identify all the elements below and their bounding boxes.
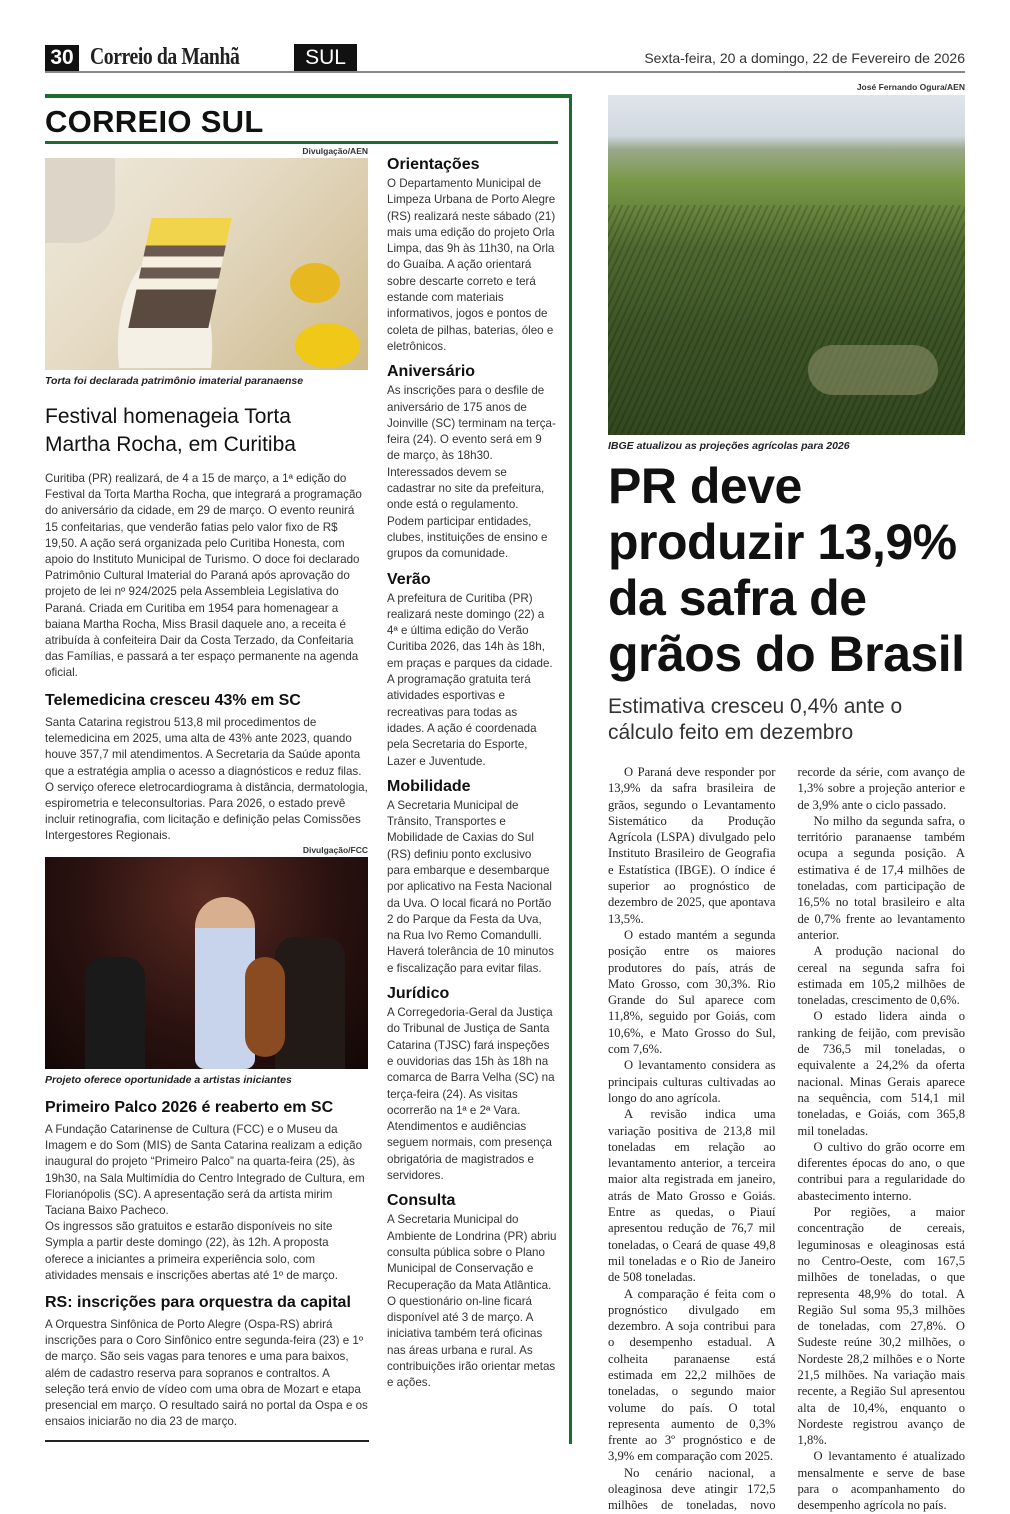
page-number: 30 <box>45 45 79 71</box>
paragraph: No milho da segunda safra, o território paranaense também ocupa a segunda posição. A estimativa é de 17,4 milhões de toneladas, com participação de 16,5% no total brasileiro e alta de 0,7% frente ao levantamento anterior. <box>797 813 965 942</box>
article-body: Santa Catarina registrou 513,8 mil procedimentos de telemedicina em 2025, uma alta de 43% ante 2023, quando houve 357,7 mil atendimentos. A Secretaria da Saúde aponta que a estratégia amplia o acesso a diagnósticos e reduz filas. O serviço oferece eletrocardiograma à distância, dermatologia, espirometria e teleconsultorias. Para 2026, o estado prevê incluir retinografia, com licitação e definição pelas Comissões Intergestores Regionais. <box>45 716 368 843</box>
aerial-farm-photo <box>608 95 965 435</box>
concert-photo <box>45 857 368 1069</box>
brief-title: Mobilidade <box>387 777 471 795</box>
lead-headline: Festival homenageia Torta Martha Rocha, em Curitiba <box>45 405 296 456</box>
article-headline: RS: inscrições para orquestra da capital <box>45 1294 351 1311</box>
paragraph: O levantamento considera as principais culturas cultivadas ao longo do ano agrícola. <box>608 1058 776 1105</box>
paragraph: O estado mantém a segunda posição entre os maiores produtores do país, atrás de Mato Grosso, com 30,3%. Rio Grande do Sul aparece com 11,8%, seguido por Goiás, com 10,6%, e Mato Grosso do Sul, com 7,6%. <box>608 927 776 1057</box>
brief-title: Orientações <box>387 156 480 173</box>
brief-orientacoes <box>387 156 557 355</box>
article-headline: Telemedicina cresceu 43% em SC <box>45 692 301 709</box>
article-headline: Primeiro Palco 2026 é reaberto em SC <box>45 1099 334 1116</box>
photo-credit: Divulgação/FCC <box>302 845 368 855</box>
paragraph: Por regiões, a maior concentração de cereais, leguminosas e oleaginosas está no Centro-Oeste, com 167,5 milhões de toneladas, o que representa 48,9% do total. A Região Sul soma 95,3 milhões de toneladas, com 27,8%. O Sudeste reúne 30,2 milhões, o Nordeste 28,2 milhões e o Norte 21,5 milhões. Na variação mais recente, a Região Sul apresentou alta de 10,4%, enquanto o Nordeste registrou avanço de 1,8%. <box>797 1205 965 1448</box>
section-brand-title: CORREIO SUL <box>45 104 264 139</box>
issue-date: Sexta-feira, 20 a domingo, 22 de Fevereiro de 2026 <box>644 50 965 66</box>
main-headline: PR deve produzir 13,9% da safra de grãos do Brasil <box>608 458 965 682</box>
brief-body: A Secretaria Municipal de Trânsito, Transportes e Mobilidade de Caxias do Sul (RS) definiu ponto exclusivo para embarque e desembarque por aplicativo na Festa Nacional da Uva. O local ficará no Portão 2 do Parque da Festa da Uva, na Rua Ivo Remo Comandulli. Haverá tolerância de 10 minutos e fiscalização para evitar filas. <box>387 798 554 975</box>
section-box-right-border <box>569 94 572 1444</box>
photo-credit: Divulgação/AEN <box>302 146 368 156</box>
brief-title: Verão <box>387 570 431 588</box>
lead-body: Curitiba (PR) realizará, de 4 a 15 de março, a 1ª edição do Festival da Torta Martha Rocha, que integrará a programação do aniversário da cidade, em 29 de março. O evento reunirá 15 confeitarias, que venderão fatias pelo valor fixo de R$ 19,50. A ação será organizada pelo Curitiba Honesta, com apoio do Instituto Municipal de Turismo. O doce foi declarado Patrimônio Cultural Imaterial do Paraná após aprovação do projeto de lei nº 924/2025 pela Assembleia Legislativa do Paraná. Criada em Curitiba em 1954 para homenagear a baiana Martha Rocha, Miss Brasil daquele ano, a receita é atribuída à confeiteira Dair da Costa Terzado, da Confeitaria das Famílias, e passará a ter espaço permanente na agenda oficial. <box>45 472 362 680</box>
newspaper-name: Correio da Manhã <box>90 44 240 70</box>
photo-credit: José Fernando Ogura/AEN <box>856 82 965 92</box>
section-label: SUL <box>294 44 357 71</box>
article-body <box>45 1122 368 1284</box>
brief-mobilidade <box>387 778 557 977</box>
brief-title: Jurídico <box>387 985 450 1003</box>
paragraph: O estado lidera ainda o ranking de feijão, com previsão de 736,5 mil toneladas, o equivalente a 24,2% da oferta nacional. Minas Gerais aparece na sequência, com 514,1 mil toneladas, e Goiás, com 365,8 mil toneladas. <box>797 1009 965 1138</box>
brief-body: A Secretaria Municipal do Ambiente de Londrina (PR) abriu consulta pública sobre o Plano Municipal de Conservação e Recuperação da Mata Atlântica. O questionário on-line ficará disponível até 3 de março. A iniciativa também terá oficinas nas áreas urbana e rural. As contribuições irão orientar metas e ações. <box>387 1213 557 1390</box>
photo-caption: Torta foi declarada patrimônio imaterial paranaense <box>45 375 304 387</box>
paragraph: O levantamento é atualizado mensalmente e serve de base para o acompanhamento do desempenho agrícola no país. <box>797 1449 965 1513</box>
brief-juridico <box>387 985 557 1184</box>
main-article-body <box>608 764 965 1514</box>
briefs-column <box>387 148 557 1392</box>
brief-body: A Corregedoria-Geral da Justiça do Tribunal de Justiça de Santa Catarina (TJSC) fará inspeções e ouvidorias das 15h às 18h na comarca de Barra Velha (SC) na terça-feira (24). As visitas ocorrerão na 1ª e 2ª Vara. Atendimentos e audiências seguem normais, com presença obrigatória de magistrados e servidores. <box>387 1006 555 1183</box>
photo-caption: Projeto oferece oportunidade a artistas iniciantes <box>45 1074 292 1086</box>
paragraph: A produção nacional do cereal na segunda safra foi estimada em 105,2 milhões de toneladas, crescimento de 0,6%. <box>797 944 965 1008</box>
brief-title: Consulta <box>387 1192 456 1210</box>
brief-body: As inscrições para o desfile de aniversário de 175 anos de Joinville (SC) terminam na terça-feira (24). O evento será em 9 de março, às 18h30. Interessados devem se cadastrar no site da prefeitura, onde está o regulamento. Podem participar entidades, clubes, instituições de ensino e grupos da comunidade. <box>387 384 556 561</box>
column-bottom-rule <box>45 1440 369 1442</box>
brief-consulta <box>387 1192 557 1391</box>
subheadline: Estimativa cresceu 0,4% ante o cálculo feito em dezembro <box>608 695 903 744</box>
article-body: A Orquestra Sinfônica de Porto Alegre (Ospa-RS) abrirá inscrições para o Coro Sinfônico entre segunda-feira (23) e 1º de março. São seis vagas para tenores e uma para baixos, além de cadastro reserva para sopranos e contraltos. A seleção terá envio de vídeo com uma obra de Mozart e etapa presencial em março. O resultado sairá no portal da Ospa e os ensaios iniciarão no dia 23 de março. <box>45 1318 368 1429</box>
brief-body: O Departamento Municipal de Limpeza Urbana de Porto Alegre (RS) realizará neste sábado (21) mais uma edição do projeto Orla Limpa, das 9h às 11h30, na Orla do Guaíba. A ação orientará sobre descarte correto e terá estande com materiais informativos, jogos e pontos de coleta de pilhas, baterias, óleo e eletrônicos. <box>387 177 556 353</box>
brief-title: Aniversário <box>387 363 476 381</box>
paragraph: A revisão indica uma variação positiva de 213,8 mil toneladas em relação ao levantamento anterior, a terceira maior alta registrada em janeiro, atrás de Mato Grosso e Goiás. Entre as quedas, o Piauí apresentou redução de 76,7 mil toneladas, o Ceará de quase 49,8 mil toneladas e o Rio de Janeiro de 508 toneladas. <box>608 1107 776 1285</box>
brief-verao <box>387 571 557 770</box>
cake-photo <box>45 158 368 370</box>
paragraph: No cenário nacional, a oleaginosa deve atingir 172,5 milhões de toneladas, novo recorde da série, com avanço de 1,3% sobre a projeção anterior e de 3,9% ante o ciclo passado. <box>608 765 965 1513</box>
header-rule <box>45 71 965 73</box>
paragraph: A comparação é feita com o prognóstico divulgado em dezembro. A soja contribui para o desempenho estadual. A colheita paranaense está estimada em 22,2 milhões de toneladas, o segundo maior volume do país. O total representa aumento de 0,3% frente ao 3º prognóstico e de 3,9% em comparação com 2025. <box>608 1286 776 1464</box>
brief-body: A prefeitura de Curitiba (PR) realizará neste domingo (22) a 4ª e última edição do Verão Curitiba 2026, das 14h às 18h, em praças e parques da cidade. A programação gratuita terá atividades esportivas e recreativas para todas as idades. A ação é coordenada pela Secretaria do Esporte, Lazer e Juventude. <box>387 591 553 768</box>
photo-caption: IBGE atualizou as projeções agrícolas para 2026 <box>608 440 850 452</box>
brand-rule <box>45 141 558 144</box>
paragraph: Os ingressos são gratuitos e estarão disponíveis no site Sympla a partir deste domingo (22), às 12h. A proposta oferece a iniciantes a primeira experiência solo, com atividades mensais e inscrições abertas até 1º de março. <box>45 1220 338 1282</box>
paragraph: A Fundação Catarinense de Cultura (FCC) e o Museu da Imagem e do Som (MIS) de Santa Catarina realizam a edição inaugural do projeto “Primeiro Palco” na quarta-feira (25), às 19h30, na Sala Multimídia do Centro Integrado de Cultura, em Florianópolis (SC). A apresentação será da artista mirim Taciana Baixo Pacheco. <box>45 1123 365 1218</box>
paragraph: O Paraná deve responder por 13,9% da safra brasileira de grãos, segundo o Levantamento Sistemático da Produção Agrícola (LSPA) divulgado pelo Instituto Brasileiro de Geografia e Estatística (IBGE). O índice é superior ao prognóstico de dezembro de 2025, que apontava 13,5%. <box>608 765 776 926</box>
paragraph: O cultivo do grão ocorre em diferentes épocas do ano, o que contribui para a regularidade do abastecimento interno. <box>797 1139 965 1203</box>
brief-aniversario <box>387 363 557 562</box>
section-box-top-border <box>45 94 572 98</box>
